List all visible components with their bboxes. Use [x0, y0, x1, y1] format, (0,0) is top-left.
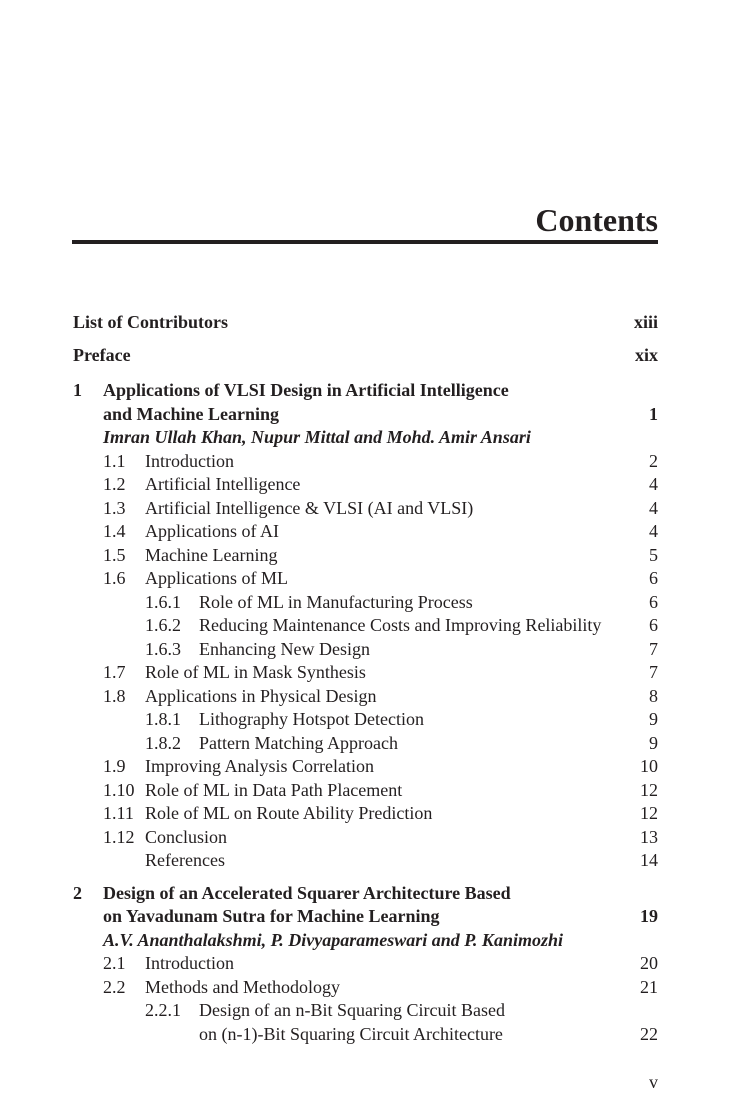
- entry-page-number: xix: [634, 345, 658, 365]
- entry-page-number: 14: [640, 850, 658, 870]
- entry-page-number: 21: [640, 976, 658, 997]
- chapter-number: 1: [73, 380, 82, 400]
- entry-page-number: 20: [640, 953, 658, 973]
- section-title: Applications of ML: [145, 568, 288, 588]
- toc-section-entry: [0, 590, 738, 614]
- entry-page-number: 9: [649, 732, 658, 753]
- toc-section-entry: [0, 684, 738, 708]
- section-number: 1.10: [103, 779, 135, 800]
- entry-page-number: 6: [649, 568, 658, 588]
- toc-front-matter-entry: [0, 343, 738, 367]
- chapter-number: 2: [73, 882, 82, 903]
- toc-section-entry: [0, 613, 738, 637]
- chapter-page-number: 19: [640, 906, 658, 926]
- subsection-title-continued: on (n-1)-Bit Squaring Circuit Architecture: [199, 1023, 503, 1044]
- entry-title: Preface: [73, 345, 131, 365]
- entry-page-number: 7: [649, 638, 658, 659]
- section-number: 2.1: [103, 953, 126, 973]
- section-title: Role of ML on Route Ability Prediction: [145, 803, 433, 823]
- section-number: 1.5: [103, 544, 126, 565]
- chapter-title: Design of an Accelerated Squarer Architecture Based: [103, 882, 511, 903]
- section-title: Artificial Intelligence & VLSI (AI and VLSI): [145, 497, 474, 518]
- section-number: 1.7: [103, 662, 126, 682]
- toc-section-entry-continued: [0, 1022, 738, 1046]
- subsection-number: 1.6.3: [145, 638, 181, 659]
- chapter-authors: A.V. Ananthalakshmi, P. Divyaparameswari and P. Kanimozhi: [103, 929, 563, 950]
- toc-section-entry: [0, 731, 738, 755]
- section-number: 1.11: [103, 803, 134, 823]
- entry-page-number: 12: [640, 779, 658, 800]
- entry-page-number: 5: [649, 544, 658, 565]
- section-number: 1.3: [103, 497, 126, 518]
- toc-section-entry: [0, 566, 738, 590]
- entry-page-number: 2: [649, 450, 658, 471]
- section-title: Introduction: [145, 953, 234, 973]
- toc-chapter-authors: [0, 425, 738, 449]
- toc-chapter-heading: [0, 904, 738, 928]
- toc-section-entry: [0, 449, 738, 473]
- section-title: Role of ML in Data Path Placement: [145, 779, 403, 800]
- toc-chapter-authors: [0, 928, 738, 952]
- toc-section-entry: [0, 496, 738, 520]
- chapter-authors: Imran Ullah Khan, Nupur Mittal and Mohd. Amir Ansari: [103, 427, 531, 447]
- section-title: Machine Learning: [145, 544, 278, 565]
- toc-section-entry: [0, 660, 738, 684]
- toc-section-entry: [0, 519, 738, 543]
- subsection-title: Lithography Hotspot Detection: [199, 709, 424, 729]
- chapter-title: Applications of VLSI Design in Artificial Intelligence: [103, 380, 509, 400]
- section-title: Applications of AI: [145, 521, 279, 541]
- toc-section-entry: [0, 637, 738, 661]
- subsection-number: 1.8.1: [145, 709, 181, 729]
- section-number: 1.2: [103, 474, 126, 494]
- toc-section-entry: [0, 778, 738, 802]
- section-title: Applications in Physical Design: [145, 685, 377, 706]
- section-title: References: [145, 850, 225, 870]
- entry-page-number: 9: [649, 709, 658, 729]
- toc-section-entry: [0, 472, 738, 496]
- section-number: 2.2: [103, 976, 126, 997]
- toc-section-entry: [0, 707, 738, 731]
- entry-page-number: 7: [649, 662, 658, 682]
- toc-section-entry: [0, 848, 738, 872]
- entry-page-number: 12: [640, 803, 658, 823]
- toc-section-entry: [0, 543, 738, 567]
- section-title: Artificial Intelligence: [145, 474, 301, 494]
- title-rule: [72, 240, 658, 244]
- entry-page-number: 4: [649, 474, 658, 494]
- page-title: Contents: [535, 202, 658, 238]
- subsection-number: 1.8.2: [145, 732, 181, 753]
- section-number: 1.1: [103, 450, 126, 471]
- page-folio: v: [649, 1072, 658, 1092]
- toc-section-entry: [0, 825, 738, 849]
- toc-chapter-heading: [0, 378, 738, 402]
- entry-page-number: xiii: [633, 312, 658, 332]
- section-number: 1.8: [103, 685, 126, 706]
- entry-page-number: 8: [649, 685, 658, 706]
- toc-chapter-heading: [0, 881, 738, 905]
- subsection-number: 1.6.2: [145, 615, 181, 635]
- entry-page-number: 4: [649, 521, 658, 541]
- section-number: 1.6: [103, 568, 126, 588]
- toc-section-entry: [0, 998, 738, 1022]
- toc-chapter-heading: [0, 402, 738, 426]
- subsection-title: Pattern Matching Approach: [199, 732, 398, 753]
- subsection-title: Role of ML in Manufacturing Process: [199, 591, 473, 612]
- subsection-title: Design of an n-Bit Squaring Circuit Based: [199, 1000, 505, 1020]
- subsection-number: 1.6.1: [145, 591, 181, 612]
- entry-page-number: 6: [649, 591, 658, 612]
- toc-section-entry: [0, 801, 738, 825]
- entry-title: List of Contributors: [73, 312, 229, 332]
- section-title: Methods and Methodology: [145, 976, 340, 997]
- entry-page-number: 22: [640, 1023, 658, 1044]
- toc-front-matter-entry: [0, 310, 738, 334]
- section-title: Role of ML in Mask Synthesis: [145, 662, 366, 682]
- entry-page-number: 13: [640, 826, 658, 847]
- subsection-title: Reducing Maintenance Costs and Improving Reliability: [199, 615, 602, 635]
- section-number: 1.12: [103, 826, 135, 847]
- subsection-title: Enhancing New Design: [199, 638, 370, 659]
- section-title: Improving Analysis Correlation: [145, 756, 374, 776]
- section-number: 1.9: [103, 756, 126, 776]
- chapter-title: and Machine Learning: [103, 403, 280, 424]
- toc-section-entry: [0, 951, 738, 975]
- toc-section-entry: [0, 754, 738, 778]
- section-title: Introduction: [145, 450, 234, 471]
- subsection-number: 2.2.1: [145, 1000, 181, 1020]
- entry-page-number: 10: [640, 756, 658, 776]
- toc-section-entry: [0, 975, 738, 999]
- section-title: Conclusion: [145, 826, 228, 847]
- chapter-title: on Yavadunam Sutra for Machine Learning: [103, 906, 440, 926]
- chapter-page-number: 1: [649, 403, 658, 424]
- section-number: 1.4: [103, 521, 126, 541]
- entry-page-number: 4: [649, 497, 658, 518]
- entry-page-number: 6: [649, 615, 658, 635]
